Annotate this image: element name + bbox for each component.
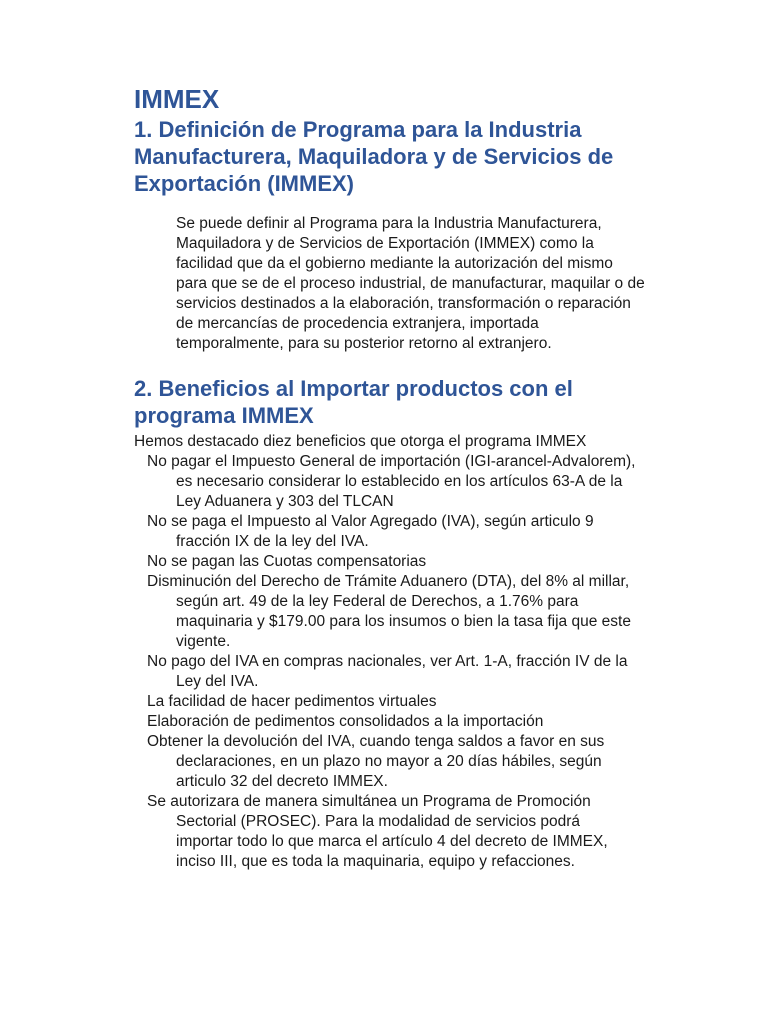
section-1-heading: 1. Definición de Programa para la Industria Manufacturera, Maquiladora y de Servicios de Exportación (IMMEX): [134, 117, 614, 196]
section-1-paragraph: Se puede definir al Programa para la Industria Manufacturera, Maquiladora y de Servicios de Exportación (IMMEX) como la facilidad que da el gobierno mediante la autorización del mismo para que se de el proceso industrial, de manufacturar, maquilar o de servicios destinados a la elaboración, transformación o reparación de mercancías de procedencia extranjera, importada temporalmente, para su posterior retorno al extranjero.: [176, 215, 645, 352]
list-item: La facilidad de hacer pedimentos virtuales: [147, 693, 437, 710]
list-item: No pago del IVA en compras nacionales, ver Art. 1-A, fracción IV de la Ley del IVA.: [147, 653, 628, 690]
list-item: Disminución del Derecho de Trámite Aduanero (DTA), del 8% al millar, según art. 49 de la ley Federal de Derechos, a 1.76% para maquinaria y $179.00 para los insumos o bien la tasa fija que este vigente.: [147, 573, 631, 650]
list-item: No se paga el Impuesto al Valor Agregado (IVA), según articulo 9 fracción IX de la ley del IVA.: [147, 513, 594, 550]
document-title: IMMEX: [134, 84, 220, 114]
list-item: Se autorizara de manera simultánea un Programa de Promoción Sectorial (PROSEC). Para la modalidad de servicios podrá importar todo lo que marca el artículo 4 del decreto de IMMEX, inciso III, que es toda la maquinaria, equipo y refacciones.: [147, 793, 608, 870]
section-2-intro: Hemos destacado diez beneficios que otorga el programa IMMEX: [134, 433, 587, 450]
list-item: No se pagan las Cuotas compensatorias: [147, 553, 427, 570]
list-item: Obtener la devolución del IVA, cuando tenga saldos a favor en sus declaraciones, en un plazo no mayor a 20 días hábiles, según articulo 32 del decreto IMMEX.: [147, 733, 605, 790]
benefits-list: [147, 452, 637, 872]
section-2-heading: 2. Beneficios al Importar productos con el programa IMMEX: [134, 376, 573, 428]
list-item: No pagar el Impuesto General de importación (IGI-arancel-Advalorem), es necesario considerar lo establecido en los artículos 63-A de la Ley Aduanera y 303 del TLCAN: [147, 453, 636, 510]
list-item: Elaboración de pedimentos consolidados a la importación: [147, 713, 544, 730]
